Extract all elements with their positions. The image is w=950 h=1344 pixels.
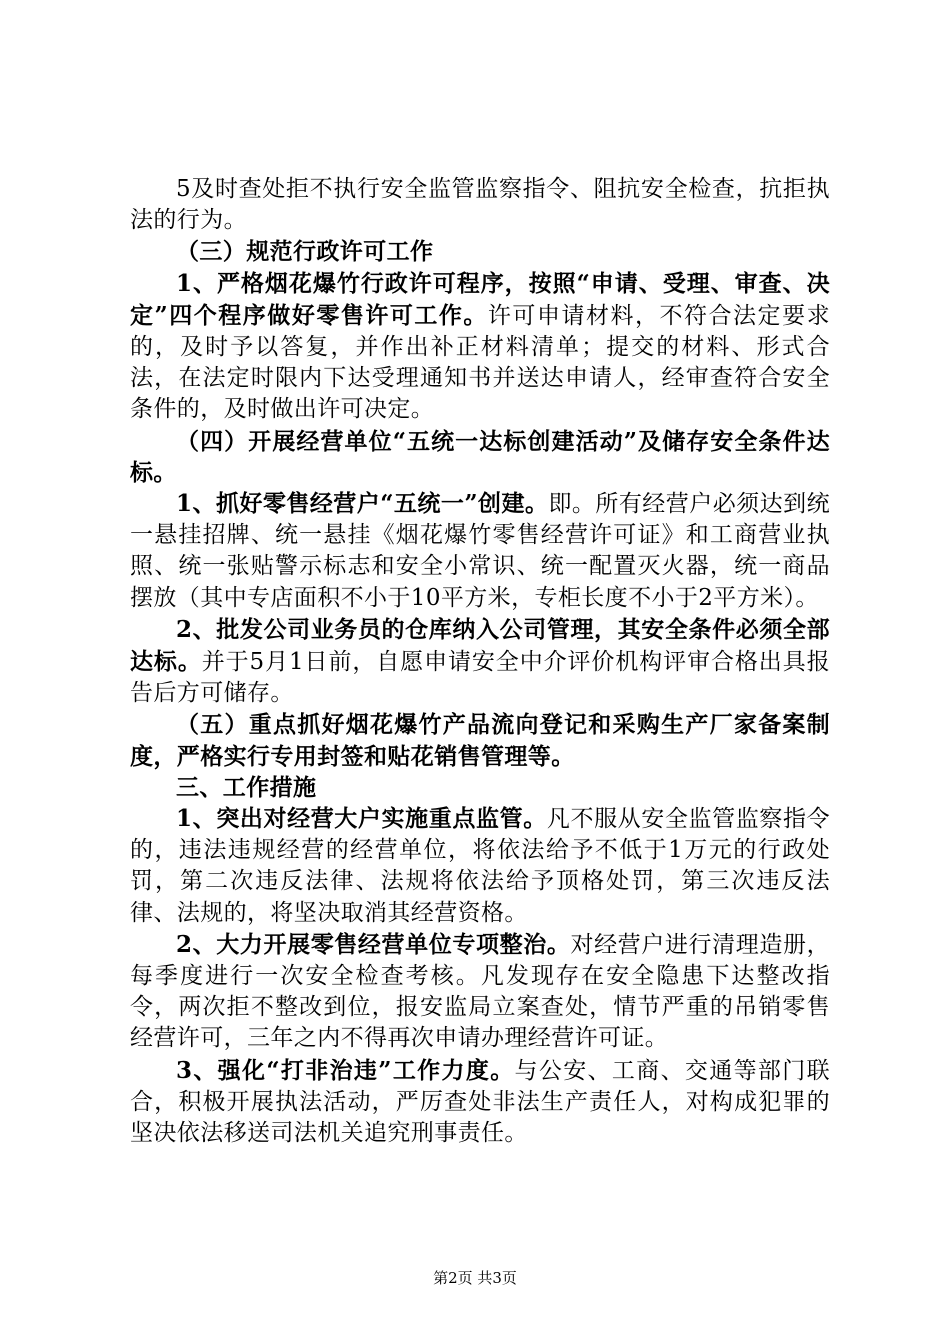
heading-text: （四）开展经营单位“五统一达标创建活动”及储存安全条件达标。 — [130, 427, 830, 486]
paragraph-item-5 — [130, 174, 830, 236]
paragraph-rest: 许可申请材料，不符合法定要求的，及时予以答复，并作出补正材料清单；提交的材料、形式合法，在法定时限内下达受理通知书并送达申请人，经审查符合安全条件的，及时做出许可决定。 — [130, 302, 830, 423]
heading-text: 三、工作措施 — [176, 773, 317, 801]
paragraph-warehouse-2 — [130, 614, 830, 710]
section-heading-4 — [130, 426, 830, 488]
paragraph-measure-3 — [130, 1055, 830, 1150]
section-heading-3 — [130, 236, 830, 267]
paragraph-rest: 即。所有经营户必须达到统一悬挂招牌、统一悬挂《烟花爆竹零售经营许可证》和工商营业执照、统一张贴警示标志和安全小常识、统一配置灭火器，统一商品摆放（其中专店面积不小于10平方米，专柜长度不小于2平方米）。 — [130, 491, 830, 611]
paragraph-licensing-1 — [130, 268, 830, 426]
paragraph-lead: 1、突出对经营大户实施重点监管。 — [176, 805, 547, 833]
paragraph-retail-1 — [130, 488, 830, 614]
paragraph-lead: 3、强化“打非治违”工作力度。 — [176, 1056, 515, 1084]
paragraph-lead: 2、大力开展零售经营单位专项整治。 — [176, 930, 571, 958]
paragraph-rest: 对经营户进行清理造册，每季度进行一次安全检查考核。凡发现存在安全隐患下达整改指令，两次拒不整改到位，报安监局立案查处，情节严重的吊销零售经营许可，三年之内不得再次申请办理经营许可证。 — [130, 931, 830, 1052]
paragraph-measure-2 — [130, 929, 830, 1055]
page-number-footer: 第2页 共3页 — [433, 1269, 517, 1287]
paragraph-lead: 1、严格烟花爆竹行政许可程序，按照“申请、受理、审查、决定”四个程序做好零售许可工作。 — [130, 269, 830, 329]
section-heading-5 — [130, 709, 830, 771]
paragraph-lead: 1、抓好零售经营户“五统一”创建。 — [176, 490, 549, 518]
paragraph-rest: 并于5月1日前，自愿申请安全中介评价机构评审合格出具报告后方可储存。 — [130, 649, 830, 707]
paragraph-measure-1 — [130, 803, 830, 929]
paragraph-rest: 凡不服从安全监管监察指令的，违法违规经营的经营单位，将依法给予不低于1万元的行政处罚，第二次违反法律、法规将依法给予顶格处罚，第三次违反法律、法规的，将坚决取消其经营资格。 — [130, 806, 830, 926]
heading-text: （三）规范行政许可工作 — [176, 238, 434, 266]
heading-text: （五）重点抓好烟花爆竹产品流向登记和采购生产厂家备案制度，严格实行专用封签和贴花销售管理等。 — [130, 711, 830, 770]
paragraph-rest: 与公安、工商、交通等部门联合，积极开展执法活动，严厉查处非法生产责任人，对构成犯罪的坚决依法移送司法机关追究刑事责任。 — [130, 1057, 831, 1147]
document-body — [130, 174, 830, 1149]
paragraph-text: 5及时查处拒不执行安全监管监察指令、阻抗安全检查，抗拒执法的行为。 — [130, 176, 830, 234]
paragraph-lead: 2、批发公司业务员的仓库纳入公司管理，其安全条件必须全部达标。 — [130, 615, 830, 676]
section-heading-measures — [130, 772, 830, 803]
